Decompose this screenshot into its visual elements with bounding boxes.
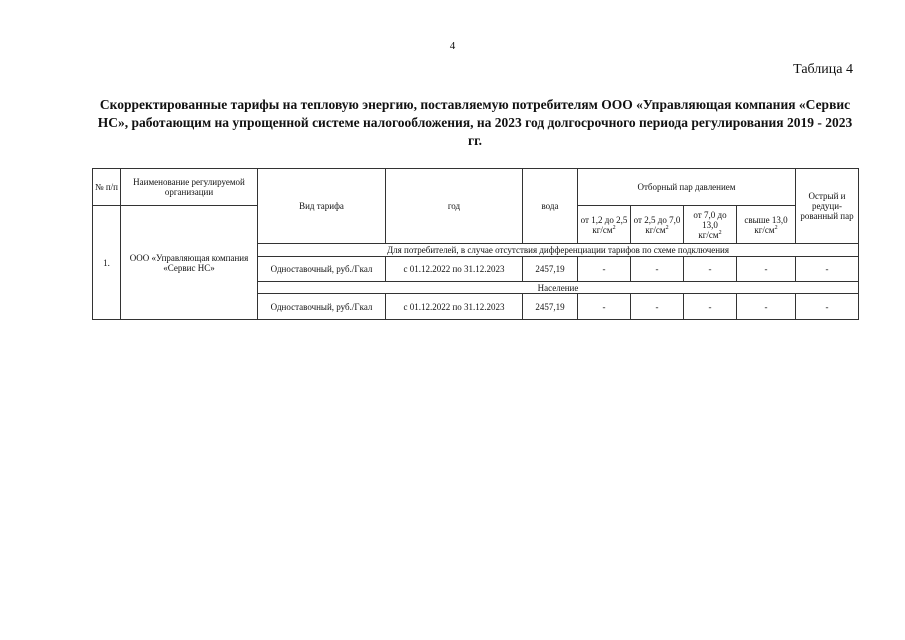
cell-s2: - xyxy=(631,257,684,282)
cell-water: 2457,19 xyxy=(523,294,578,320)
table-label: Таблица 4 xyxy=(793,62,853,77)
header-tariff-type: Вид тарифа xyxy=(258,169,386,244)
row-num: 1. xyxy=(93,206,121,320)
cell-s1: - xyxy=(578,294,631,320)
cell-s3: - xyxy=(684,257,737,282)
cell-s4: - xyxy=(737,257,796,282)
header-org: Наименование регулируемой организации xyxy=(121,169,258,206)
cell-water: 2457,19 xyxy=(523,257,578,282)
cell-s4: - xyxy=(737,294,796,320)
cell-tariff: Одноставочный, руб./Гкал xyxy=(258,294,386,320)
header-sub-4: свыше 13,0 $кг/см^2$ xyxy=(737,206,796,244)
header-sub-2: от 2,5 до 7,0 $кг/см^2$ xyxy=(631,206,684,244)
header-year: год xyxy=(386,169,523,244)
cell-s3: - xyxy=(684,294,737,320)
cell-s1: - xyxy=(578,257,631,282)
group-label: Для потребителей, в случае отсутствия дифференциации тарифов по схеме подключения xyxy=(258,244,859,257)
document-title: Скорректированные тарифы на тепловую энергию, поставляемую потребителям ООО «Управляющая компания «Сервис НС», работающим на упрощенной системе налогообложения, на 2023 год долгосрочного периода регулирования 2019 - 2023 гг. xyxy=(97,97,853,148)
page-number: 4 xyxy=(449,40,456,52)
row-org: ООО «Управляющая компания «Сервис НС» xyxy=(121,206,258,320)
header-sub-3: от 7,0 до 13,0 $кг/см^2$ xyxy=(684,206,737,244)
cell-period: с 01.12.2022 по 31.12.2023 xyxy=(386,294,523,320)
cell-period: с 01.12.2022 по 31.12.2023 xyxy=(386,257,523,282)
cell-tariff: Одноставочный, руб./Гкал xyxy=(258,257,386,282)
tariff-table xyxy=(92,168,859,320)
header-sub-1: от 1,2 до 2,5 $кг/см^2$ xyxy=(578,206,631,244)
cell-sharp: - xyxy=(796,257,859,282)
header-steam: Отборный пар давлением xyxy=(578,169,796,206)
group-label: Население xyxy=(258,282,859,294)
header-num: № п/п xyxy=(93,169,121,206)
cell-sharp: - xyxy=(796,294,859,320)
cell-s2: - xyxy=(631,294,684,320)
header-water: вода xyxy=(523,169,578,244)
header-sharp-steam: Острый и редуци-рованный пар xyxy=(796,169,859,244)
